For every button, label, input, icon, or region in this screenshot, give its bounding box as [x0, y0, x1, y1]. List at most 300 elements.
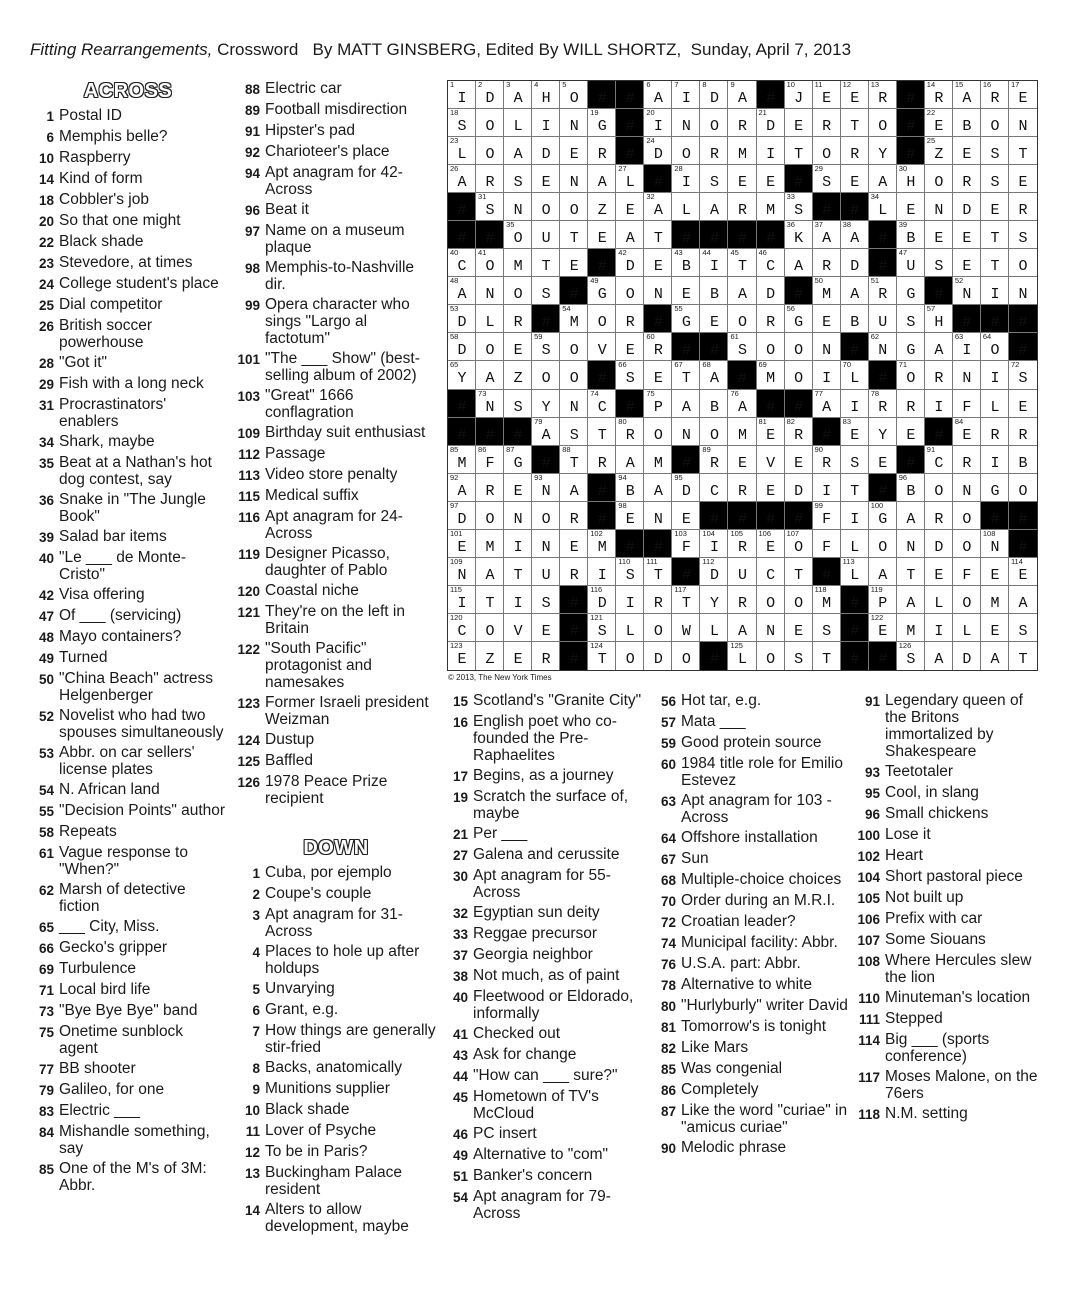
clue-number: 102: [857, 849, 880, 864]
grid-cell: [953, 418, 981, 446]
black-square: [1009, 333, 1037, 361]
black-square: [925, 418, 953, 446]
cell-number: 62: [870, 332, 880, 342]
grid-row-letters: EZER#TODO#LOST##SADAT: [457, 650, 1047, 668]
grid-cell: [1009, 249, 1037, 277]
grid-cell: [532, 277, 560, 305]
grid-cell: [672, 530, 700, 558]
grid-row-letters: #NSYNC#PABA##AIRRIFLE: [457, 398, 1047, 416]
clue: [444, 788, 644, 822]
grid-cell: [448, 642, 476, 670]
grid-cell: [981, 81, 1009, 109]
clue: [30, 549, 226, 583]
grid-cell: [869, 165, 897, 193]
grid-cell: [841, 502, 869, 530]
grid-cell: [813, 446, 841, 474]
clue-number: 36: [38, 493, 54, 508]
black-square: [785, 165, 813, 193]
clue-number: 22: [38, 235, 54, 250]
cell-number: 17: [1010, 80, 1020, 89]
grid-cell: [700, 558, 728, 586]
grid-cell: [728, 277, 756, 305]
grid-cell: [532, 361, 560, 389]
grid-cell: [897, 614, 925, 642]
cell-number: 93: [534, 472, 543, 482]
grid-cell: [644, 642, 672, 670]
grid-cell: [532, 614, 560, 642]
down-clues-column-2: [652, 692, 850, 1160]
clue-text: One of the M's of 3M: Abbr.: [59, 1160, 207, 1194]
cell-number: 5: [562, 80, 567, 89]
clue-number: 40: [452, 990, 468, 1005]
down-clues-column-1: [444, 692, 644, 1225]
clue-number: 29: [38, 377, 54, 392]
cell-number: 23: [450, 136, 459, 146]
grid-cell: [953, 109, 981, 137]
cell-number: 85: [450, 444, 459, 454]
black-square: [532, 446, 560, 474]
grid-cell: [644, 221, 672, 249]
grid-cell: [560, 193, 588, 221]
clue-text: Backs, anatomically: [265, 1059, 402, 1076]
clue-text: Big ___ (sports conference): [885, 1031, 990, 1065]
grid-cell: [841, 446, 869, 474]
cell-number: 6: [646, 80, 651, 89]
clue: [856, 1031, 1046, 1065]
black-square: [588, 502, 616, 530]
black-square: [560, 277, 588, 305]
grid-cell: [560, 558, 588, 586]
clue-number: 114: [858, 1033, 880, 1048]
grid-cell: [504, 474, 532, 502]
grid-row-letters: NATURIST#DUCT#LATEFEE: [457, 566, 1047, 584]
clue-number: 117: [858, 1070, 880, 1085]
clue-number: 12: [244, 1145, 260, 1160]
clue-text: Onetime sunblock agent: [59, 1023, 184, 1057]
clue-number: 31: [38, 398, 54, 413]
clue: [444, 825, 644, 843]
cell-number: 12: [842, 80, 851, 89]
black-square: [616, 390, 644, 418]
clue: [236, 350, 436, 384]
grid-cell: [813, 137, 841, 165]
grid-cell: [476, 614, 504, 642]
grid-cell: [616, 305, 644, 333]
grid-cell: [644, 614, 672, 642]
grid-cell: [644, 333, 672, 361]
grid-cell: [560, 418, 588, 446]
clue-number: 120: [237, 584, 260, 599]
puzzle-theme: Fitting Rearrangements,: [30, 40, 213, 59]
cell-number: 58: [450, 332, 459, 342]
grid-cell: [953, 642, 981, 670]
clue-number: 28: [38, 356, 54, 371]
cell-number: 24: [646, 136, 655, 146]
clue-number: 101: [237, 352, 260, 367]
grid-cell: [644, 446, 672, 474]
clue-text: N.M. setting: [885, 1105, 968, 1122]
clue: [236, 445, 436, 463]
grid-cell: [981, 586, 1009, 614]
cell-number: 123: [450, 640, 463, 650]
grid-cell: [757, 418, 785, 446]
grid-cell: [925, 530, 953, 558]
black-square: [476, 221, 504, 249]
clue: [30, 981, 226, 999]
black-square: [560, 614, 588, 642]
clue-text: Like Mars: [681, 1039, 749, 1056]
grid-row-letters: EMINEM##FIREOFLONDON#: [457, 538, 1047, 556]
clue: [236, 101, 436, 119]
clue: [444, 988, 644, 1022]
black-square: [448, 390, 476, 418]
grid-cell: [925, 558, 953, 586]
grid-cell: [616, 418, 644, 446]
clue-text: Raspberry: [59, 149, 131, 166]
grid-cell: [953, 361, 981, 389]
clue: [444, 946, 644, 964]
clue-number: 96: [864, 807, 880, 822]
grid-cell: [785, 614, 813, 642]
clue-text: Electric ___: [59, 1102, 140, 1119]
grid-cell: [897, 305, 925, 333]
grid-cell: [504, 586, 532, 614]
grid-cell: [644, 361, 672, 389]
grid-cell: [588, 558, 616, 586]
clue-text: Apt anagram for 42-Across: [265, 164, 403, 198]
clue-number: 87: [660, 1104, 676, 1119]
grid-cell: [869, 586, 897, 614]
clue: [236, 864, 436, 882]
clue-text: Tomorrow's is tonight: [681, 1018, 827, 1035]
clue-text: Beat at a Nathan's hot dog contest, say: [59, 454, 212, 488]
clue: [652, 934, 850, 952]
grid-cell: [448, 249, 476, 277]
black-square: [785, 390, 813, 418]
clue-text: Fish with a long neck: [59, 375, 204, 392]
clue-number: 64: [660, 831, 676, 846]
grid-cell: [953, 502, 981, 530]
clue: [236, 122, 436, 140]
grid-cell: [953, 558, 981, 586]
crossword-grid: [447, 80, 1047, 671]
grid-cell: [532, 474, 560, 502]
grid-cell: [897, 333, 925, 361]
clue: [30, 170, 226, 188]
clue-number: 85: [660, 1062, 676, 1077]
black-square: [981, 502, 1009, 530]
clue-number: 16: [452, 715, 468, 730]
grid-cell: [588, 305, 616, 333]
grid-row-letters: #SNOOZEALARMS##LENDER: [457, 202, 1047, 220]
grid-row-letters: ARENA#BADCREDIT#BONGO: [457, 482, 1047, 500]
cell-number: 3: [506, 80, 511, 89]
grid-cell: [785, 249, 813, 277]
clue-text: Some Siouans: [885, 931, 986, 948]
grid-cell: [757, 614, 785, 642]
clue: [236, 466, 436, 484]
grid-cell: [869, 502, 897, 530]
clue-text: How things are generally stir-fried: [265, 1022, 436, 1056]
black-square: [1009, 305, 1037, 333]
clue-number: 95: [864, 786, 880, 801]
clue: [30, 1123, 226, 1157]
grid-cell: [504, 165, 532, 193]
grid-row-letters: DONOR#ENE####FIGARO##: [457, 510, 1047, 528]
grid-cell: [476, 305, 504, 333]
grid-cell: [953, 277, 981, 305]
clue-number: 49: [452, 1148, 468, 1163]
grid-cell: [1009, 221, 1037, 249]
black-square: [897, 137, 925, 165]
clue-number: 108: [857, 954, 880, 969]
clue-text: Ask for change: [473, 1046, 577, 1063]
grid-cell: [644, 474, 672, 502]
cell-number: 114: [1010, 556, 1023, 566]
cell-number: 113: [842, 556, 855, 566]
cell-number: 63: [954, 332, 964, 342]
clue-number: 71: [38, 983, 54, 998]
clue-text: College student's place: [59, 275, 219, 292]
clue-text: Cobbler's job: [59, 191, 149, 208]
grid-cell: [672, 81, 700, 109]
cell-number: 20: [646, 108, 655, 118]
cell-number: 49: [590, 276, 599, 286]
grid-cell: [785, 586, 813, 614]
clue: [652, 1018, 850, 1036]
clue-number: 41: [452, 1027, 468, 1042]
clue-number: 1: [252, 866, 260, 881]
cell-number: 97: [450, 500, 459, 510]
grid-cell: [981, 418, 1009, 446]
clue-number: 88: [244, 82, 260, 97]
black-square: [672, 558, 700, 586]
clue-number: 40: [38, 551, 54, 566]
grid-cell: [672, 418, 700, 446]
clue-text: Hipster's pad: [265, 122, 355, 139]
grid-cell: [504, 277, 532, 305]
clue: [30, 454, 226, 488]
cell-number: 14: [926, 80, 936, 89]
clue-number: 33: [452, 927, 468, 942]
clue-text: 1978 Peace Prize recipient: [265, 773, 388, 807]
clue-number: 38: [452, 969, 468, 984]
cell-number: 40: [450, 248, 459, 258]
clue-text: "Le ___ de Monte-Cristo": [59, 549, 187, 583]
black-square: [700, 333, 728, 361]
grid-row-letters: IDAHO##AIDA#JEER#RARE: [457, 90, 1047, 107]
clue-number: 59: [660, 736, 676, 751]
black-square: [925, 277, 953, 305]
black-square: [1009, 502, 1037, 530]
clue-number: 1: [46, 109, 54, 124]
clue-number: 13: [244, 1166, 260, 1181]
clue-number: 47: [38, 609, 54, 624]
clue: [236, 424, 436, 442]
grid-cell: [448, 446, 476, 474]
grid-cell: [448, 165, 476, 193]
clue-text: So that one might: [59, 212, 181, 229]
grid-cell: [1009, 81, 1037, 109]
black-square: [757, 502, 785, 530]
clue-number: 80: [660, 999, 676, 1014]
grid-cell: [925, 109, 953, 137]
clue-number: 82: [660, 1041, 676, 1056]
clue: [30, 317, 226, 351]
clue-text: Beat it: [265, 201, 309, 218]
clue-number: 81: [660, 1020, 676, 1035]
clue-number: 125: [237, 754, 260, 769]
grid-cell: [1009, 277, 1037, 305]
clue-text: Legendary queen of the Britons immortalized by Shakespeare: [885, 692, 1023, 760]
clue-text: Baffled: [265, 752, 313, 769]
cell-number: 38: [842, 220, 851, 230]
clue-number: 113: [238, 468, 260, 483]
grid-cell: [588, 642, 616, 670]
clue-number: 39: [38, 530, 54, 545]
clue: [30, 128, 226, 146]
clue-text: Video store penalty: [265, 466, 398, 483]
grid-cell: [672, 137, 700, 165]
cell-number: 59: [534, 332, 543, 342]
cell-number: 105: [730, 528, 743, 538]
grid-cell: [700, 474, 728, 502]
cell-number: 122: [870, 612, 884, 622]
cell-number: 21: [758, 108, 767, 118]
grid-cell: [532, 165, 560, 193]
clue: [30, 233, 226, 251]
grid-cell: [476, 249, 504, 277]
cell-number: 72: [1010, 360, 1020, 370]
clue-number: 78: [660, 978, 676, 993]
grid-cell: [728, 530, 756, 558]
grid-cell: [448, 137, 476, 165]
clue-text: Apt anagram for 24-Across: [265, 508, 403, 542]
grid-cell: [925, 361, 953, 389]
black-square: [869, 474, 897, 502]
black-square: [1009, 530, 1037, 558]
clue: [30, 918, 226, 936]
clue-text: Snake in "The Jungle Book": [59, 491, 206, 525]
clue: [856, 847, 1046, 865]
clue-number: 73: [38, 1004, 54, 1019]
clue-text: U.S.A. part: Abbr.: [681, 955, 801, 972]
clue: [444, 867, 644, 901]
clue: [444, 846, 644, 864]
clue-number: 110: [858, 991, 880, 1006]
grid-cell: [700, 193, 728, 221]
grid-cell: [925, 642, 953, 670]
black-square: [841, 642, 869, 670]
grid-cell: [981, 249, 1009, 277]
grid-cell: [504, 249, 532, 277]
clue-number: 119: [238, 547, 260, 562]
cell-number: 71: [898, 360, 908, 370]
cell-number: 70: [842, 360, 851, 370]
clue-text: Gecko's gripper: [59, 939, 168, 956]
cell-number: 13: [870, 80, 880, 89]
cell-number: 33: [786, 192, 795, 202]
clue: [236, 1201, 436, 1235]
clue: [30, 802, 226, 820]
cell-number: 54: [562, 304, 571, 314]
grid-cell: [869, 81, 897, 109]
grid-cell: [476, 530, 504, 558]
clue-number: 77: [38, 1062, 54, 1077]
grid-cell: [869, 305, 897, 333]
clue: [236, 731, 436, 749]
clue-text: Marsh of detective fiction: [59, 881, 186, 915]
grid-cell: [785, 474, 813, 502]
clue-text: Charioteer's place: [265, 143, 390, 160]
grid-cell: [532, 249, 560, 277]
grid-cell: [785, 530, 813, 558]
cell-number: 103: [674, 528, 687, 538]
grid-row-letters: DLR#MOR#GEORGEBUSH###: [457, 314, 1047, 332]
grid-cell: [588, 390, 616, 418]
clue: [30, 275, 226, 293]
clue-number: 49: [38, 651, 54, 666]
grid-cell: [785, 137, 813, 165]
clue-text: Turned: [59, 649, 108, 666]
grid-cell: [897, 530, 925, 558]
clue-number: 57: [660, 715, 676, 730]
grid-cell: [953, 165, 981, 193]
clue-text: Scotland's "Granite City": [473, 692, 642, 709]
grid-cell: [981, 642, 1009, 670]
cell-number: 96: [898, 472, 908, 482]
grid-cell: [953, 333, 981, 361]
clue-text: Former Israeli president Weizman: [265, 694, 429, 728]
clue: [30, 212, 226, 230]
clue-number: 109: [237, 426, 260, 441]
clue: [652, 1060, 850, 1078]
clue-text: Black shade: [59, 233, 144, 250]
grid-cell: [897, 418, 925, 446]
clue-text: Moses Malone, on the 76ers: [885, 1068, 1038, 1102]
black-square: [897, 446, 925, 474]
grid-row-letters: COMTE#DEBITCARD#USETO: [457, 258, 1047, 276]
grid-cell: [897, 474, 925, 502]
grid-cell: [532, 193, 560, 221]
clue-text: Completely: [681, 1081, 759, 1098]
cell-number: 91: [926, 444, 936, 454]
cell-number: 117: [674, 584, 687, 594]
grid-cell: [700, 137, 728, 165]
cell-number: 9: [730, 80, 735, 89]
clue: [30, 844, 226, 878]
clue-number: 27: [452, 848, 468, 863]
clue: [856, 889, 1046, 907]
grid-cell: [981, 137, 1009, 165]
grid-cell: [813, 249, 841, 277]
clue-number: 5: [252, 982, 260, 997]
grid-cell: [672, 474, 700, 502]
grid-cell: [813, 165, 841, 193]
grid-cell: [869, 137, 897, 165]
clue-text: To be in Paris?: [265, 1143, 368, 1160]
cell-number: 98: [618, 500, 627, 510]
cell-number: 74: [590, 388, 599, 398]
clue-text: Places to hole up after holdups: [265, 943, 420, 977]
clue-text: Hot tar, e.g.: [681, 692, 762, 709]
grid-cell: [925, 502, 953, 530]
cell-number: 82: [786, 416, 795, 426]
clue-text: Coupe's couple: [265, 885, 372, 902]
clue: [30, 823, 226, 841]
clue-number: 10: [38, 151, 54, 166]
clue: [236, 201, 436, 219]
